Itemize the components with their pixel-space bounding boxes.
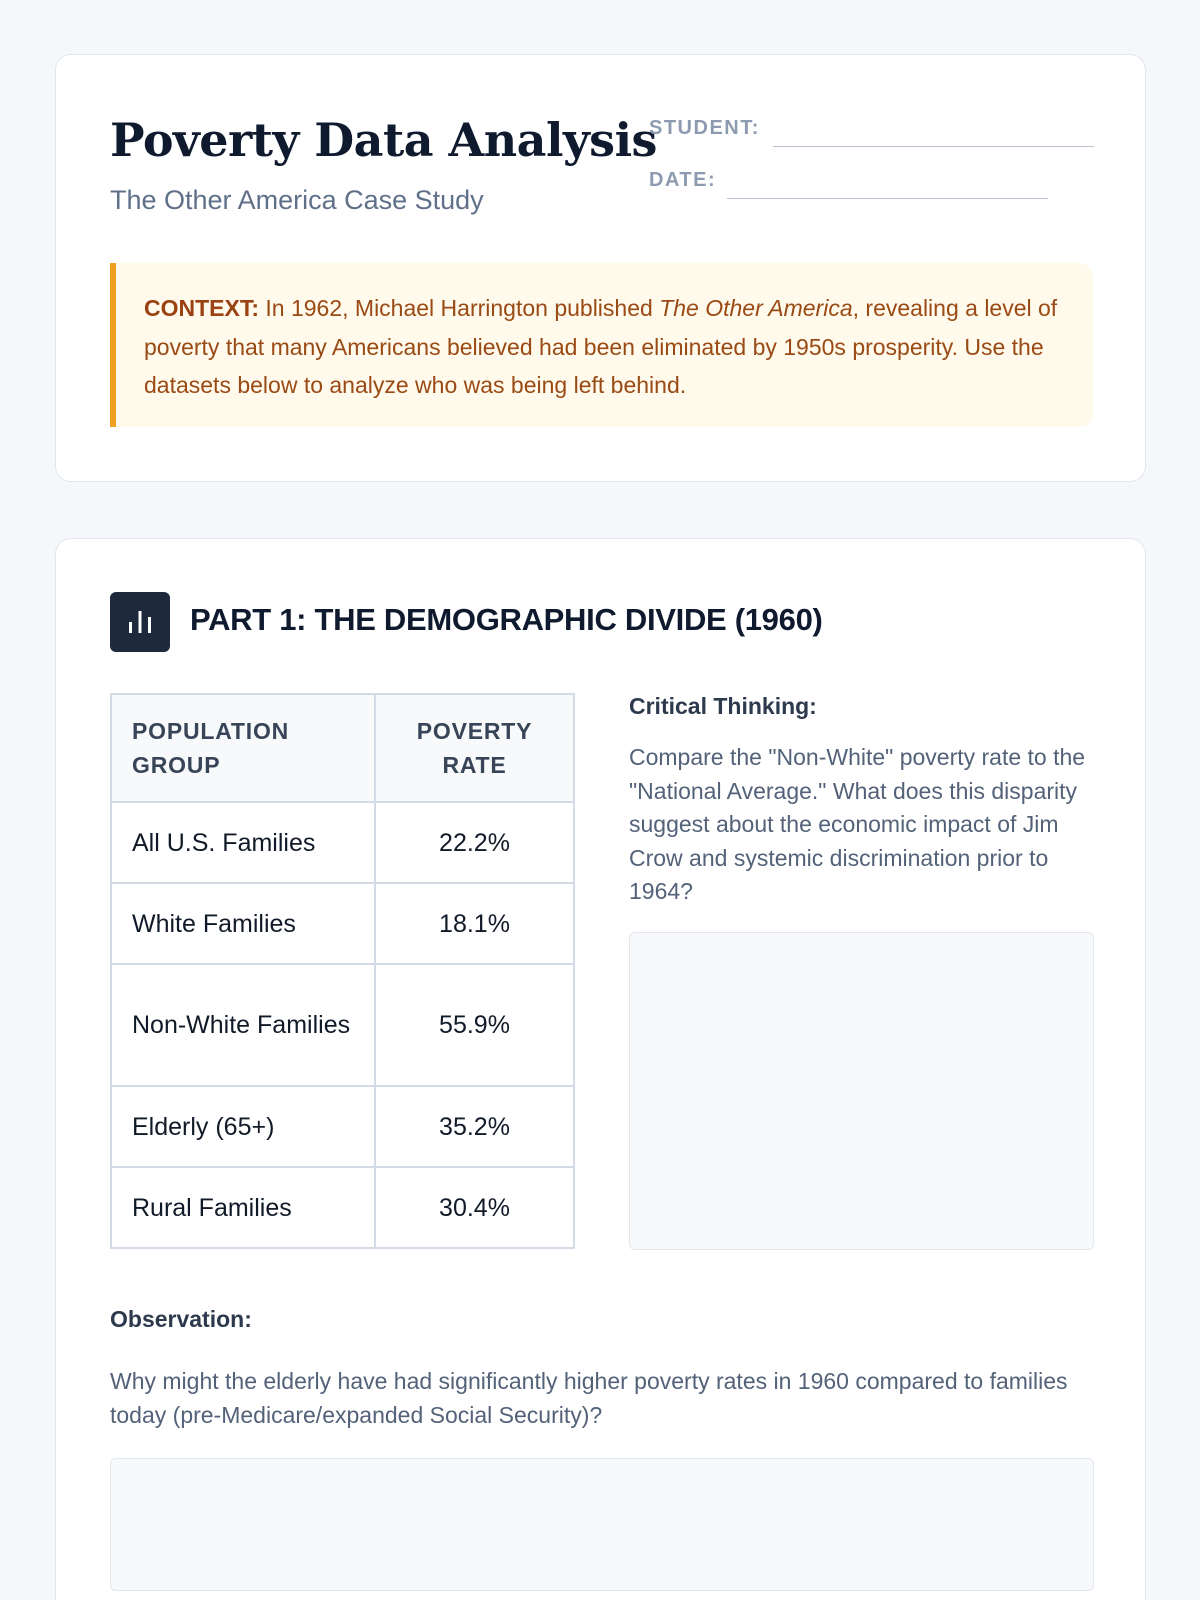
page-subtitle: The Other America Case Study xyxy=(110,185,484,215)
column-header-rate: POVERTY RATE xyxy=(375,694,574,802)
date-field[interactable] xyxy=(727,198,1048,199)
date-label: DATE: xyxy=(649,169,717,191)
table-row xyxy=(111,964,574,1086)
cell-group: Elderly (65+) xyxy=(111,1086,375,1167)
table-row xyxy=(111,883,574,964)
observation-label: Observation: xyxy=(110,1306,252,1332)
student-label: STUDENT: xyxy=(649,117,760,139)
table-header-row xyxy=(111,694,574,802)
header-card xyxy=(55,54,1146,482)
poverty-rate-table xyxy=(110,693,575,1249)
cell-rate: 22.2% xyxy=(375,802,574,883)
critical-thinking-answer-box[interactable] xyxy=(629,932,1094,1250)
context-text-start: In 1962, Michael Harrington published xyxy=(259,295,660,321)
part1-card xyxy=(55,538,1146,1600)
cell-group: Non-White Families xyxy=(111,964,375,1086)
cell-rate: 35.2% xyxy=(375,1086,574,1167)
table-row xyxy=(111,802,574,883)
column-header-group: POPULATION GROUP xyxy=(111,694,375,802)
cell-rate: 30.4% xyxy=(375,1167,574,1248)
observation-prompt: Why might the elderly have had significantly higher poverty rates in 1960 compared to families today (pre-Medicare/expanded Social Security)? xyxy=(110,1368,1068,1428)
bar-chart-icon xyxy=(110,592,170,652)
context-label: CONTEXT: xyxy=(144,295,259,321)
student-name-field[interactable] xyxy=(773,146,1094,147)
table-row xyxy=(111,1086,574,1167)
book-title: The Other America xyxy=(659,295,853,321)
cell-rate: 55.9% xyxy=(375,964,574,1086)
cell-group: Rural Families xyxy=(111,1167,375,1248)
context-callout xyxy=(110,263,1093,427)
page-title: Poverty Data Analysis xyxy=(110,113,657,167)
observation-answer-box[interactable] xyxy=(110,1458,1094,1591)
critical-thinking-prompt: Compare the "Non-White" poverty rate to the "National Average." What does this disparity suggest about the economic impact of Jim Crow and systemic discrimination prior to 1964? xyxy=(629,744,1086,904)
critical-thinking-label: Critical Thinking: xyxy=(629,693,817,719)
table-row xyxy=(111,1167,574,1248)
context-text-end: , revealing a level of poverty that many Americans believed had been eliminated by 1950s prosperity. Use the datasets below to analyze who was being left behind. xyxy=(144,295,1058,398)
cell-group: White Families xyxy=(111,883,375,964)
cell-rate: 18.1% xyxy=(375,883,574,964)
section-title: PART 1: THE DEMOGRAPHIC DIVIDE (1960) xyxy=(190,602,823,637)
cell-group: All U.S. Families xyxy=(111,802,375,883)
